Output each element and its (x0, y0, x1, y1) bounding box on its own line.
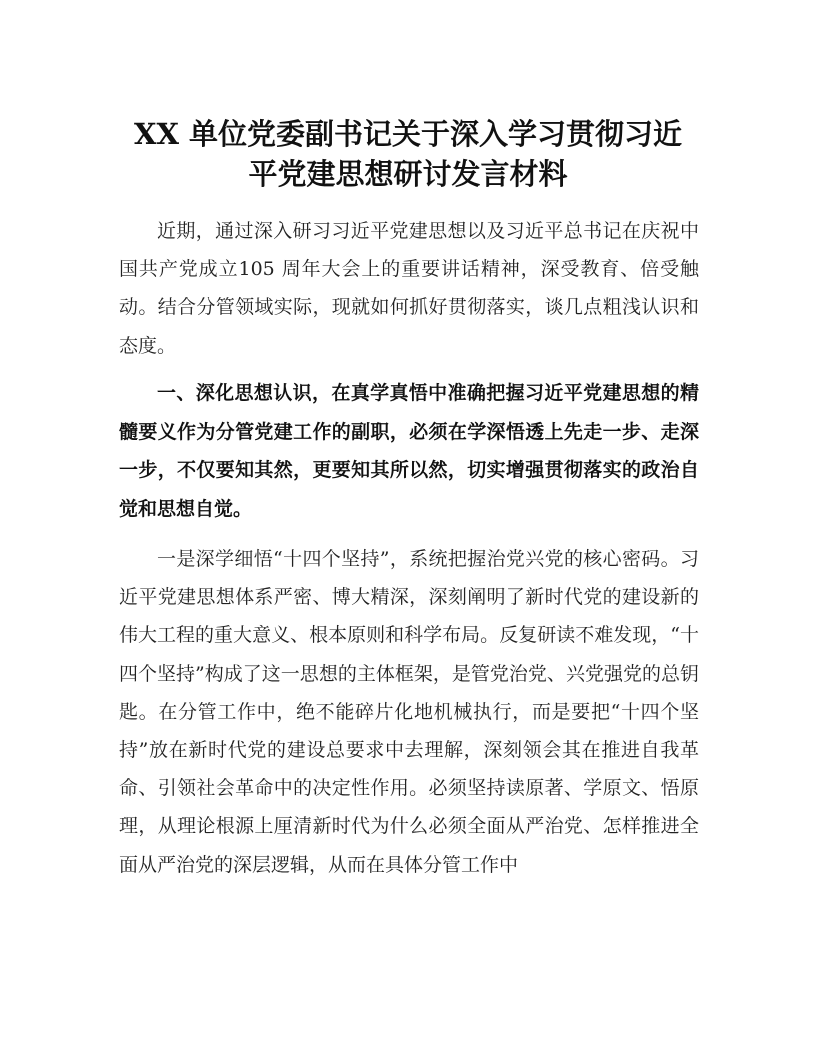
section-heading-paragraph: 一、深化思想认识，在真学真悟中准确把握习近平党建思想的精髓要义作为分管党建工作的副职，必须在学深悟透上先走一步、走深一步，不仅要知其然，更要知其所以然，切实增强贯彻落实的政治自觉和思想自觉。 (119, 382, 699, 520)
document-title (100, 114, 716, 194)
body-paragraph: 一是深学细悟“十四个坚持”，系统把握治党兴党的核心密码。习近平党建思想体系严密、博大精深，深刻阐明了新时代党的建设新的伟大工程的重大意义、根本原则和科学布局。反复研读不难发现，“十四个坚持”构成了这一思想的主体框架，是管党治党、兴党强党的总钥匙。在分管工作中，绝不能碎片化地机械执行，而是要把“十四个坚持”放在新时代党的建设总要求中去理解，深刻领会其在推进自我革命、引领社会革命中的决定性作用。必须坚持读原著、学原文、悟原理，从理论根源上厘清新时代为什么必须全面从严治党、怎样推进全面从严治党的深层逻辑，从而在具体分管工作中 (119, 548, 699, 876)
title-line-1: XX 单位党委副书记关于深入学习贯彻习近 (133, 117, 683, 151)
title-line-2: 平党建思想研讨发言材料 (248, 157, 568, 191)
intro-paragraph: 近期，通过深入研习习近平党建思想以及习近平总书记在庆祝中国共产党成立105 周年大会上的重要讲话精神，深受教育、倍受触动。结合分管领域实际，现就如何抓好贯彻落实，谈几点粗浅认识和态度。 (119, 220, 699, 357)
